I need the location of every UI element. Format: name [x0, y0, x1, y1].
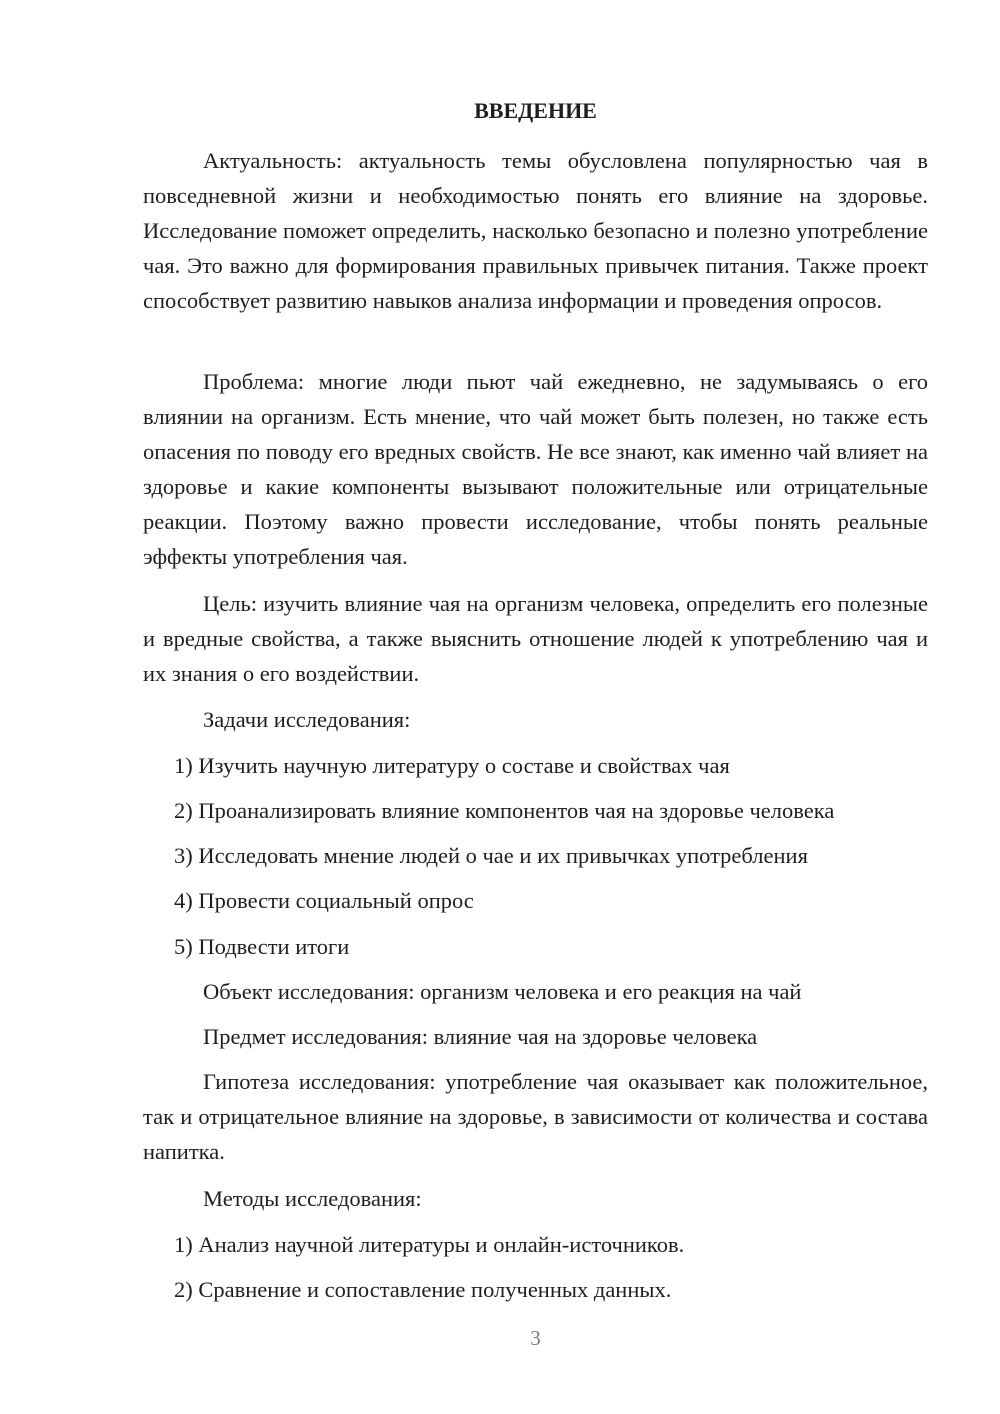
- relevance-paragraph: Актуальность: актуальность темы обусловлена популярностью чая в повседневной жизни и необходимостью понять его влияние на здоровье. Исследование поможет определить, насколько безопасно и полезно употребление чая. Это важно для формирования правильных привычек питания. Также проект способствует развитию навыков анализа информации и проведения опросов.: [143, 148, 928, 313]
- method-item: 2) Сравнение и сопоставление полученных данных.: [174, 1277, 672, 1302]
- task-item: 1) Изучить научную литературу о составе и свойствах чая: [174, 753, 730, 778]
- section-heading: ВВЕДЕНИЕ: [474, 98, 597, 123]
- goal-paragraph: Цель: изучить влияние чая на организм человека, определить его полезные и вредные свойства, а также выяснить отношение людей к употреблению чая и их знания о его воздействии.: [143, 591, 928, 686]
- research-subject: Предмет исследования: влияние чая на здоровье человека: [203, 1024, 758, 1049]
- page-number: 3: [530, 1326, 541, 1350]
- tasks-heading: Задачи исследования:: [203, 707, 411, 732]
- method-item: 1) Анализ научной литературы и онлайн-источников.: [174, 1232, 685, 1257]
- methods-heading: Методы исследования:: [203, 1186, 422, 1211]
- task-item: 3) Исследовать мнение людей о чае и их привычках употребления: [174, 843, 808, 868]
- task-item: 2) Проанализировать влияние компонентов чая на здоровье человека: [174, 798, 835, 823]
- problem-paragraph: Проблема: многие люди пьют чай ежедневно, не задумываясь о его влиянии на организм. Есть мнение, что чай может быть полезен, но также есть опасения по поводу его вредных свойств. Не все знают, как именно чай влияет на здоровье и какие компоненты вызывают положительные или отрицательные реакции. Поэтому важно провести исследование, чтобы понять реальные эффекты употребления чая.: [143, 369, 928, 569]
- task-item: 4) Провести социальный опрос: [174, 888, 474, 913]
- task-item: 5) Подвести итоги: [174, 934, 350, 959]
- research-object: Объект исследования: организм человека и его реакция на чай: [203, 979, 802, 1004]
- hypothesis-paragraph: Гипотеза исследования: употребление чая оказывает как положительное, так и отрицательное влияние на здоровье, в зависимости от количества и состава напитка.: [143, 1069, 928, 1164]
